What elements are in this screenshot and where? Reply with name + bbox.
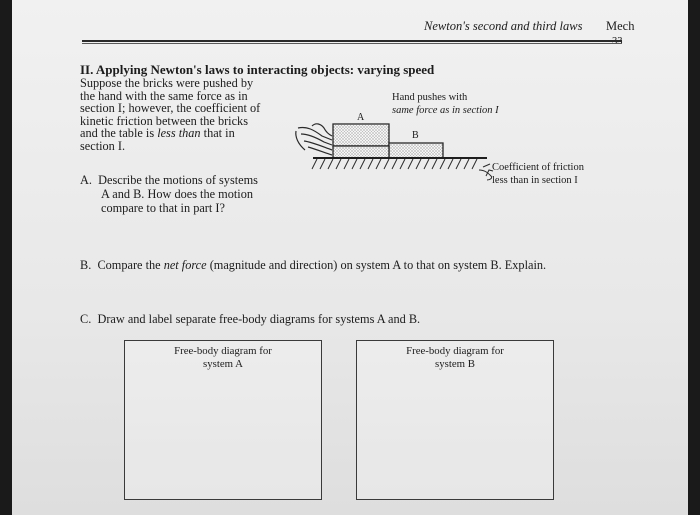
free-body-title-a: Free-body diagram for system A [174, 345, 272, 370]
question-a-line: A and B. How does the motion [101, 187, 253, 201]
intro-line: and the table is less than that in [80, 126, 235, 141]
hand-icon [296, 124, 332, 155]
question-b: B. Compare the net force (magnitude and direction) on system A to that on system B. Explain. [80, 258, 547, 272]
question-b-label: B. [80, 258, 92, 272]
friction-label: Coefficient of friction less than in section I [492, 162, 584, 186]
header-title: Newton's second and third laws [424, 19, 583, 33]
header-rule-thin [82, 43, 622, 44]
section-intro [80, 77, 295, 153]
free-body-box-a[interactable] [124, 340, 322, 500]
free-body-title-b: Free-body diagram for system B [406, 345, 504, 370]
intro-line: Suppose the bricks were pushed by [80, 76, 254, 90]
intro-line: the hand with the same force as in [80, 88, 248, 103]
friction-arrow [479, 170, 492, 180]
brick-a [333, 124, 389, 146]
intro-line: section I. [80, 138, 126, 153]
header-course: Mech [606, 19, 635, 33]
question-a-line: compare to that in part I? [101, 201, 225, 215]
question-a-line: Describe the motions of systems [98, 173, 258, 187]
question-a-label: A. [80, 173, 92, 187]
intro-line: section I; however, the coefficient of [80, 101, 261, 116]
section-title: II. Applying Newton's laws to interacting objects: varying speed [80, 62, 435, 77]
brick-b-label: B [412, 130, 419, 141]
free-body-box-b[interactable] [356, 340, 554, 500]
header-rule [82, 40, 622, 42]
question-c-label: C. [80, 312, 92, 326]
brick-b-base [333, 146, 389, 158]
emphasis-less-than: less than [157, 126, 201, 141]
worksheet-page [12, 0, 688, 515]
question-c: C. Draw and label separate free-body diagrams for systems A and B. [80, 312, 421, 326]
hand-force-label: Hand pushes with same force as in section I [392, 92, 499, 116]
intro-line: kinetic friction between the bricks [80, 113, 248, 128]
brick-b [389, 143, 443, 158]
brick-a-label: A [357, 112, 365, 123]
question-a [80, 173, 258, 215]
emphasis-net-force: net force [163, 258, 207, 272]
